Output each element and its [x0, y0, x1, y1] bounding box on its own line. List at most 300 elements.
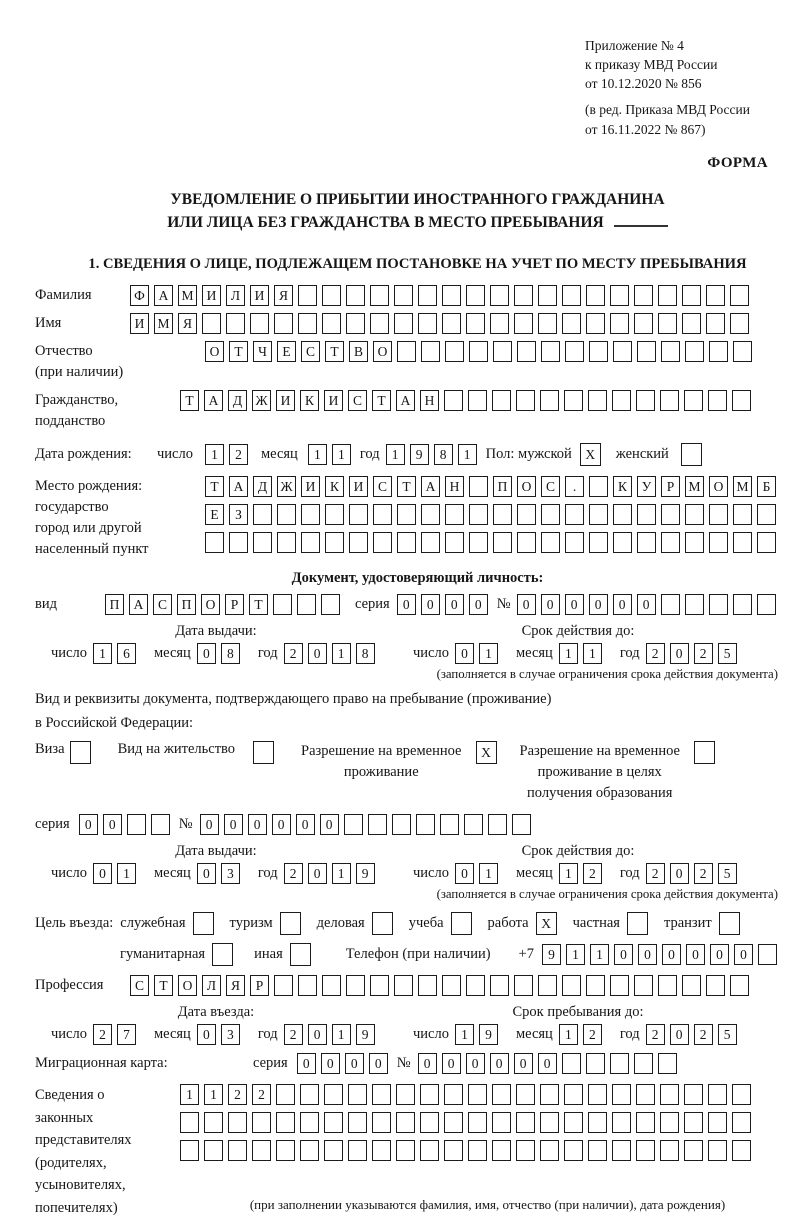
form-cell[interactable]: 2 [694, 643, 713, 664]
form-cell[interactable] [180, 1140, 199, 1161]
form-cell[interactable] [445, 504, 464, 525]
form-cell[interactable] [421, 504, 440, 525]
form-cell[interactable]: 9 [542, 944, 561, 965]
form-cell[interactable] [444, 1140, 463, 1161]
form-cell[interactable]: 0 [369, 1053, 388, 1074]
form-cell[interactable]: 0 [670, 1024, 689, 1045]
form-cell[interactable] [658, 313, 677, 334]
form-cell[interactable] [514, 975, 533, 996]
form-cell[interactable] [253, 741, 274, 764]
form-cell[interactable]: Л [226, 285, 245, 306]
form-cell[interactable]: 0 [589, 594, 608, 615]
form-cell[interactable]: Ф [130, 285, 149, 306]
form-cell[interactable] [204, 1112, 223, 1133]
form-cell[interactable] [492, 1140, 511, 1161]
form-cell[interactable]: . [565, 476, 584, 497]
form-cell[interactable] [469, 476, 488, 497]
form-cell[interactable]: 0 [418, 1053, 437, 1074]
form-cell[interactable] [730, 313, 749, 334]
form-cell[interactable] [612, 1084, 631, 1105]
form-cell[interactable]: П [105, 594, 124, 615]
form-cell[interactable] [540, 1140, 559, 1161]
form-cell[interactable] [588, 1084, 607, 1105]
form-cell[interactable] [277, 532, 296, 553]
form-cell[interactable] [586, 285, 605, 306]
form-cell[interactable] [442, 285, 461, 306]
form-cell[interactable] [346, 285, 365, 306]
form-cell[interactable]: О [201, 594, 220, 615]
form-cell[interactable] [709, 594, 728, 615]
form-cell[interactable] [372, 1140, 391, 1161]
form-cell[interactable] [253, 504, 272, 525]
form-cell[interactable]: 8 [221, 643, 240, 664]
form-cell[interactable] [562, 1053, 581, 1074]
form-cell[interactable] [589, 476, 608, 497]
form-cell[interactable]: 0 [320, 814, 339, 835]
form-cell[interactable]: 1 [180, 1084, 199, 1105]
form-cell[interactable] [612, 390, 631, 411]
form-cell[interactable] [420, 1112, 439, 1133]
form-cell[interactable] [397, 532, 416, 553]
form-cell[interactable]: 2 [646, 1024, 665, 1045]
form-cell[interactable] [418, 975, 437, 996]
form-cell[interactable] [297, 594, 316, 615]
form-cell[interactable]: 0 [321, 1053, 340, 1074]
form-cell[interactable] [276, 1140, 295, 1161]
form-cell[interactable] [468, 1112, 487, 1133]
form-cell[interactable] [298, 285, 317, 306]
form-cell[interactable]: И [349, 476, 368, 497]
form-cell[interactable] [636, 390, 655, 411]
form-cell[interactable] [370, 285, 389, 306]
form-cell[interactable]: 1 [386, 444, 405, 465]
form-cell[interactable] [708, 390, 727, 411]
form-cell[interactable] [685, 532, 704, 553]
form-cell[interactable]: 6 [117, 643, 136, 664]
form-cell[interactable] [468, 1084, 487, 1105]
form-cell[interactable] [709, 532, 728, 553]
form-cell[interactable]: З [229, 504, 248, 525]
form-cell[interactable] [226, 313, 245, 334]
form-cell[interactable] [589, 504, 608, 525]
form-cell[interactable] [277, 504, 296, 525]
form-cell[interactable]: 0 [541, 594, 560, 615]
form-cell[interactable] [562, 975, 581, 996]
form-cell[interactable]: О [178, 975, 197, 996]
form-cell[interactable]: И [130, 313, 149, 334]
form-cell[interactable] [627, 912, 648, 935]
form-cell[interactable]: 2 [284, 643, 303, 664]
form-cell[interactable] [541, 341, 560, 362]
form-cell[interactable] [324, 1112, 343, 1133]
form-cell[interactable]: М [685, 476, 704, 497]
form-cell[interactable] [757, 532, 776, 553]
form-cell[interactable] [589, 341, 608, 362]
form-cell[interactable] [349, 532, 368, 553]
form-cell[interactable]: 2 [284, 863, 303, 884]
form-cell[interactable] [490, 285, 509, 306]
form-cell[interactable] [634, 1053, 653, 1074]
form-cell[interactable] [370, 975, 389, 996]
form-cell[interactable]: Ж [252, 390, 271, 411]
form-cell[interactable] [325, 504, 344, 525]
form-cell[interactable] [444, 1084, 463, 1105]
form-cell[interactable] [397, 504, 416, 525]
form-cell[interactable]: Т [325, 341, 344, 362]
form-cell[interactable]: И [324, 390, 343, 411]
form-cell[interactable]: 0 [272, 814, 291, 835]
form-cell[interactable] [538, 313, 557, 334]
form-cell[interactable]: 1 [117, 863, 136, 884]
form-cell[interactable] [493, 532, 512, 553]
form-cell[interactable]: 0 [734, 944, 753, 965]
form-cell[interactable]: П [177, 594, 196, 615]
form-cell[interactable] [516, 1112, 535, 1133]
form-cell[interactable] [492, 1112, 511, 1133]
form-cell[interactable] [70, 741, 91, 764]
form-cell[interactable]: 0 [248, 814, 267, 835]
form-cell[interactable]: 1 [559, 863, 578, 884]
form-cell[interactable] [492, 1084, 511, 1105]
form-cell[interactable] [637, 341, 656, 362]
form-cell[interactable] [348, 1140, 367, 1161]
form-cell[interactable] [348, 1112, 367, 1133]
form-cell[interactable]: 0 [442, 1053, 461, 1074]
form-cell[interactable]: 0 [308, 863, 327, 884]
form-cell[interactable]: 1 [559, 643, 578, 664]
form-cell[interactable] [719, 912, 740, 935]
form-cell[interactable]: 1 [479, 863, 498, 884]
form-cell[interactable] [469, 504, 488, 525]
form-cell[interactable]: 0 [466, 1053, 485, 1074]
form-cell[interactable] [589, 532, 608, 553]
form-cell[interactable] [637, 504, 656, 525]
form-cell[interactable] [757, 594, 776, 615]
form-cell[interactable] [396, 1084, 415, 1105]
form-cell[interactable]: 0 [308, 1024, 327, 1045]
form-cell[interactable] [512, 814, 531, 835]
form-cell[interactable] [466, 975, 485, 996]
form-cell[interactable] [684, 1112, 703, 1133]
form-cell[interactable] [394, 975, 413, 996]
form-cell[interactable] [368, 814, 387, 835]
form-cell[interactable] [538, 975, 557, 996]
form-cell[interactable]: 3 [221, 1024, 240, 1045]
form-cell[interactable]: 0 [686, 944, 705, 965]
form-cell[interactable]: С [130, 975, 149, 996]
form-cell[interactable] [612, 1112, 631, 1133]
form-cell[interactable]: Е [205, 504, 224, 525]
form-cell[interactable] [708, 1140, 727, 1161]
form-cell[interactable]: 1 [455, 1024, 474, 1045]
form-cell[interactable] [588, 1140, 607, 1161]
form-cell[interactable] [252, 1112, 271, 1133]
form-cell[interactable] [732, 1084, 751, 1105]
form-cell[interactable]: 1 [583, 643, 602, 664]
form-cell[interactable] [730, 975, 749, 996]
form-cell[interactable]: 0 [614, 944, 633, 965]
form-cell[interactable]: А [396, 390, 415, 411]
form-cell[interactable] [685, 594, 704, 615]
form-cell[interactable] [253, 532, 272, 553]
form-cell[interactable] [562, 285, 581, 306]
form-cell[interactable] [493, 341, 512, 362]
form-cell[interactable]: Т [229, 341, 248, 362]
form-cell[interactable] [440, 814, 459, 835]
form-cell[interactable]: 0 [197, 643, 216, 664]
form-cell[interactable] [290, 943, 311, 966]
form-cell[interactable]: М [733, 476, 752, 497]
form-cell[interactable] [636, 1084, 655, 1105]
form-cell[interactable] [151, 814, 170, 835]
form-cell[interactable] [298, 313, 317, 334]
form-cell[interactable] [694, 741, 715, 764]
form-cell[interactable] [658, 1053, 677, 1074]
form-cell[interactable] [394, 313, 413, 334]
form-cell[interactable] [682, 975, 701, 996]
form-cell[interactable]: 1 [479, 643, 498, 664]
form-cell[interactable] [420, 1084, 439, 1105]
form-cell[interactable]: 0 [445, 594, 464, 615]
form-cell[interactable] [733, 594, 752, 615]
form-cell[interactable] [586, 313, 605, 334]
form-cell[interactable]: А [204, 390, 223, 411]
form-cell[interactable]: 1 [204, 1084, 223, 1105]
form-cell[interactable]: 9 [479, 1024, 498, 1045]
form-cell[interactable]: 0 [455, 643, 474, 664]
form-cell[interactable] [252, 1140, 271, 1161]
form-cell[interactable] [758, 944, 777, 965]
form-cell[interactable] [325, 532, 344, 553]
form-cell[interactable]: X [536, 912, 557, 935]
form-cell[interactable] [541, 532, 560, 553]
form-cell[interactable] [612, 1140, 631, 1161]
form-cell[interactable]: Р [225, 594, 244, 615]
form-cell[interactable] [540, 1084, 559, 1105]
form-cell[interactable]: 0 [224, 814, 243, 835]
form-cell[interactable] [202, 313, 221, 334]
form-cell[interactable] [684, 1084, 703, 1105]
form-cell[interactable] [301, 504, 320, 525]
form-cell[interactable]: И [202, 285, 221, 306]
form-cell[interactable] [636, 1140, 655, 1161]
form-cell[interactable]: 0 [79, 814, 98, 835]
form-cell[interactable] [468, 390, 487, 411]
form-cell[interactable]: 2 [284, 1024, 303, 1045]
form-cell[interactable]: 0 [538, 1053, 557, 1074]
form-cell[interactable]: О [205, 341, 224, 362]
form-cell[interactable]: А [229, 476, 248, 497]
form-cell[interactable] [757, 504, 776, 525]
form-cell[interactable] [586, 975, 605, 996]
form-cell[interactable] [228, 1112, 247, 1133]
form-cell[interactable]: 0 [397, 594, 416, 615]
form-cell[interactable] [276, 1084, 295, 1105]
form-cell[interactable]: 5 [718, 863, 737, 884]
form-cell[interactable]: 1 [332, 863, 351, 884]
form-cell[interactable] [348, 1084, 367, 1105]
form-cell[interactable]: 1 [590, 944, 609, 965]
form-cell[interactable] [706, 285, 725, 306]
form-cell[interactable] [541, 504, 560, 525]
form-cell[interactable] [392, 814, 411, 835]
form-cell[interactable] [661, 504, 680, 525]
form-cell[interactable] [538, 285, 557, 306]
form-cell[interactable] [397, 341, 416, 362]
form-cell[interactable] [564, 1140, 583, 1161]
form-cell[interactable]: С [153, 594, 172, 615]
form-cell[interactable]: 2 [228, 1084, 247, 1105]
form-cell[interactable] [298, 975, 317, 996]
form-cell[interactable] [300, 1140, 319, 1161]
form-cell[interactable] [516, 1140, 535, 1161]
form-cell[interactable] [613, 532, 632, 553]
form-cell[interactable] [706, 313, 725, 334]
form-cell[interactable] [421, 532, 440, 553]
form-cell[interactable] [493, 504, 512, 525]
form-cell[interactable] [732, 390, 751, 411]
form-cell[interactable] [373, 504, 392, 525]
form-cell[interactable] [514, 313, 533, 334]
form-cell[interactable] [322, 313, 341, 334]
form-cell[interactable] [300, 1084, 319, 1105]
form-cell[interactable] [660, 390, 679, 411]
form-cell[interactable]: У [637, 476, 656, 497]
form-cell[interactable]: 0 [455, 863, 474, 884]
form-cell[interactable]: Н [420, 390, 439, 411]
form-cell[interactable] [588, 390, 607, 411]
form-cell[interactable]: М [178, 285, 197, 306]
form-cell[interactable]: С [541, 476, 560, 497]
form-cell[interactable] [396, 1140, 415, 1161]
form-cell[interactable] [445, 341, 464, 362]
form-cell[interactable]: 0 [514, 1053, 533, 1074]
form-cell[interactable]: 0 [421, 594, 440, 615]
form-cell[interactable] [634, 285, 653, 306]
form-cell[interactable] [562, 313, 581, 334]
form-cell[interactable] [681, 443, 702, 466]
form-cell[interactable] [229, 532, 248, 553]
form-cell[interactable] [301, 532, 320, 553]
form-cell[interactable] [565, 341, 584, 362]
form-cell[interactable]: 5 [718, 643, 737, 664]
form-cell[interactable]: 7 [117, 1024, 136, 1045]
form-cell[interactable] [346, 975, 365, 996]
form-cell[interactable]: 0 [93, 863, 112, 884]
form-cell[interactable]: 0 [662, 944, 681, 965]
form-cell[interactable] [276, 1112, 295, 1133]
form-cell[interactable]: Л [202, 975, 221, 996]
form-cell[interactable] [634, 975, 653, 996]
form-cell[interactable] [709, 341, 728, 362]
form-cell[interactable]: 0 [613, 594, 632, 615]
form-cell[interactable] [706, 975, 725, 996]
form-cell[interactable] [321, 594, 340, 615]
form-cell[interactable]: С [373, 476, 392, 497]
form-cell[interactable] [344, 814, 363, 835]
form-cell[interactable]: В [349, 341, 368, 362]
form-cell[interactable] [685, 341, 704, 362]
form-cell[interactable]: 0 [297, 1053, 316, 1074]
form-cell[interactable] [492, 390, 511, 411]
form-cell[interactable] [464, 814, 483, 835]
form-cell[interactable]: 1 [332, 1024, 351, 1045]
form-cell[interactable] [733, 341, 752, 362]
form-cell[interactable] [634, 313, 653, 334]
form-cell[interactable] [610, 1053, 629, 1074]
form-cell[interactable] [274, 313, 293, 334]
form-cell[interactable] [637, 532, 656, 553]
form-cell[interactable]: 8 [356, 643, 375, 664]
form-cell[interactable] [709, 504, 728, 525]
form-cell[interactable]: 9 [356, 863, 375, 884]
form-cell[interactable] [300, 1112, 319, 1133]
form-cell[interactable]: Т [154, 975, 173, 996]
form-cell[interactable] [514, 285, 533, 306]
form-cell[interactable]: 2 [252, 1084, 271, 1105]
form-cell[interactable]: Т [249, 594, 268, 615]
form-cell[interactable]: 5 [718, 1024, 737, 1045]
form-cell[interactable] [250, 313, 269, 334]
form-cell[interactable]: 2 [229, 444, 248, 465]
form-cell[interactable]: Р [661, 476, 680, 497]
form-cell[interactable] [204, 1140, 223, 1161]
form-cell[interactable] [660, 1112, 679, 1133]
form-cell[interactable] [517, 341, 536, 362]
form-cell[interactable]: О [709, 476, 728, 497]
form-cell[interactable] [613, 504, 632, 525]
form-cell[interactable] [420, 1140, 439, 1161]
form-cell[interactable] [733, 532, 752, 553]
form-cell[interactable]: Б [757, 476, 776, 497]
form-cell[interactable] [732, 1140, 751, 1161]
form-cell[interactable]: 2 [646, 643, 665, 664]
form-cell[interactable] [274, 975, 293, 996]
form-cell[interactable] [193, 912, 214, 935]
form-cell[interactable] [490, 975, 509, 996]
form-cell[interactable]: Д [253, 476, 272, 497]
form-cell[interactable]: 0 [565, 594, 584, 615]
form-cell[interactable] [228, 1140, 247, 1161]
form-cell[interactable] [636, 1112, 655, 1133]
form-cell[interactable] [586, 1053, 605, 1074]
form-cell[interactable]: Е [277, 341, 296, 362]
form-cell[interactable] [418, 313, 437, 334]
form-cell[interactable] [684, 1140, 703, 1161]
form-cell[interactable] [469, 532, 488, 553]
form-cell[interactable]: К [325, 476, 344, 497]
form-cell[interactable] [490, 313, 509, 334]
form-cell[interactable] [418, 285, 437, 306]
form-cell[interactable] [610, 975, 629, 996]
form-cell[interactable] [733, 504, 752, 525]
form-cell[interactable] [396, 1112, 415, 1133]
form-cell[interactable] [372, 1084, 391, 1105]
form-cell[interactable] [565, 504, 584, 525]
form-cell[interactable]: 8 [434, 444, 453, 465]
form-cell[interactable] [682, 313, 701, 334]
form-cell[interactable]: 0 [710, 944, 729, 965]
form-cell[interactable]: 0 [296, 814, 315, 835]
form-cell[interactable]: 0 [345, 1053, 364, 1074]
form-cell[interactable]: 0 [517, 594, 536, 615]
form-cell[interactable] [349, 504, 368, 525]
form-cell[interactable]: 2 [583, 1024, 602, 1045]
form-cell[interactable] [516, 1084, 535, 1105]
form-cell[interactable] [708, 1112, 727, 1133]
form-cell[interactable] [661, 594, 680, 615]
form-cell[interactable] [732, 1112, 751, 1133]
